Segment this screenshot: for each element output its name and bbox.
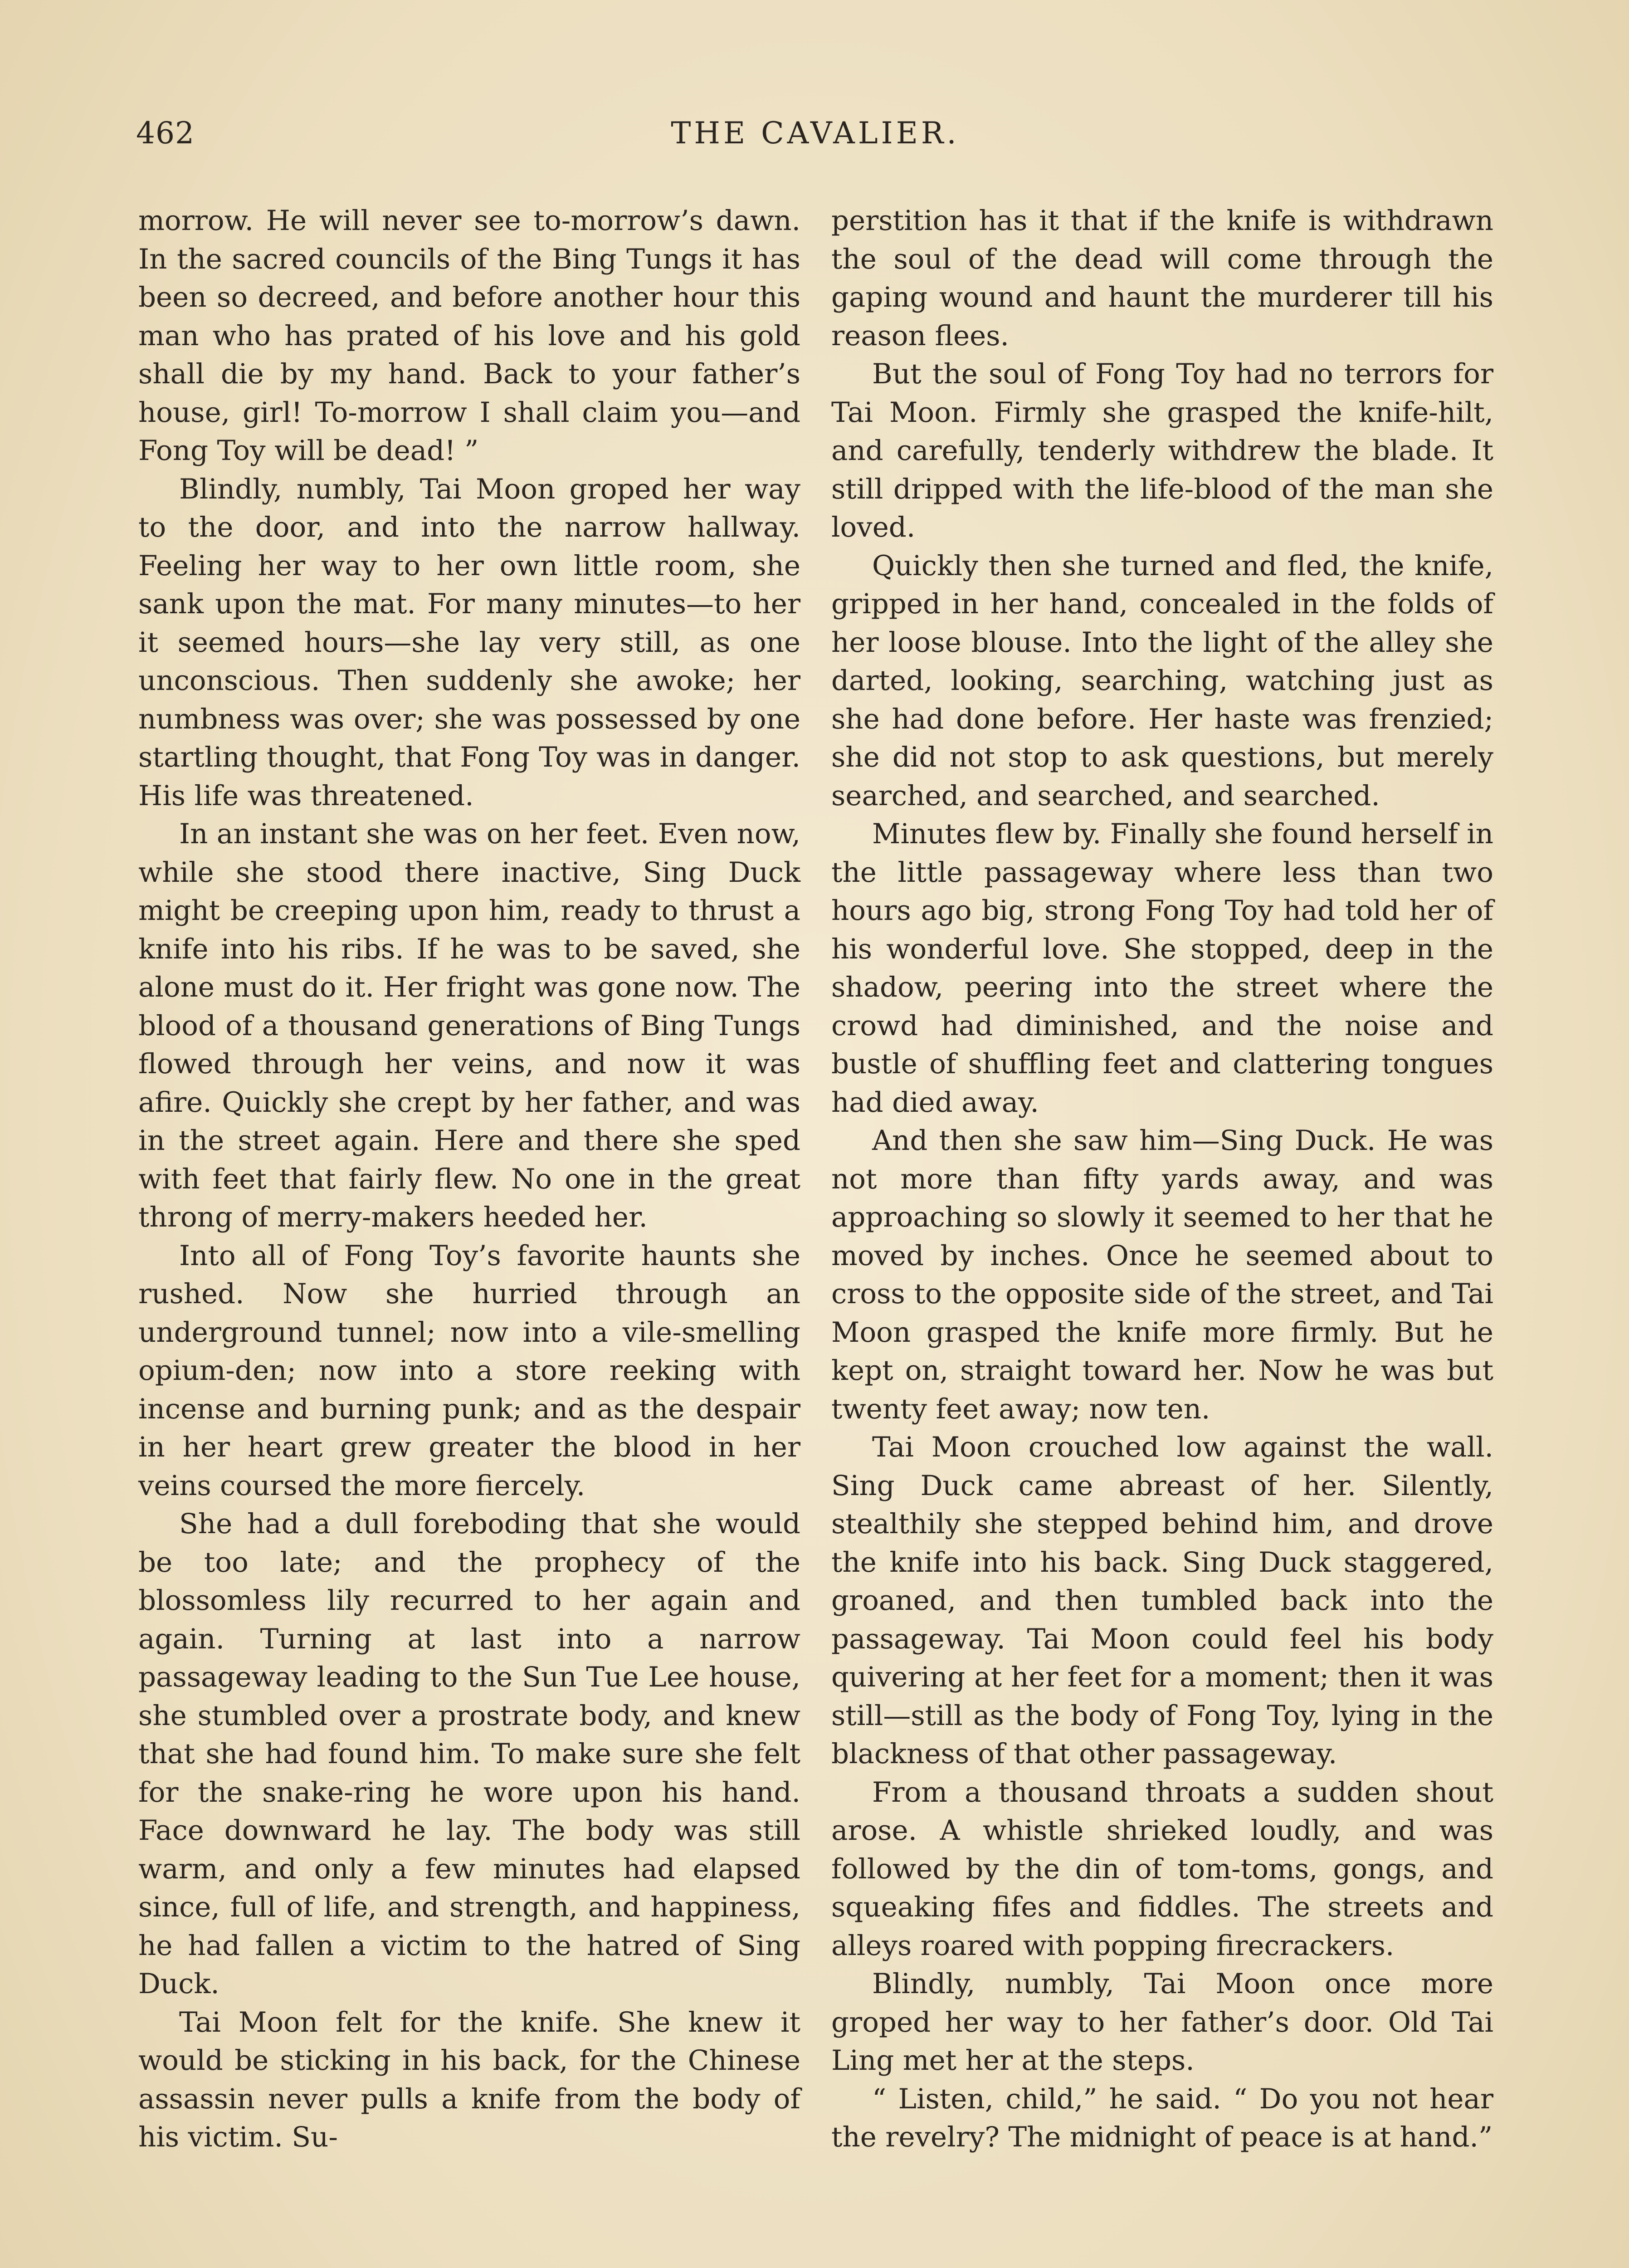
paragraph: In an instant she was on her feet. Even now, while she stood there inactive, Sing Duck might be creeping upon him, ready to thrust a knife into his ribs. If he was to be saved, she alone must do it. Her fright was gone now. The blood of a thousand generations of Bing Tungs flowed through her veins, and now it was afire. Quickly she crept by her father, and was in the street again. Here and there she sped with feet that fairly flew. No one in the great throng of merry-makers heeded her. [138,818,800,1233]
paragraph: Blindly, numbly, Tai Moon once more groped her way to her father’s door. Old Tai Ling met her at the steps. [831,1968,1493,2077]
paragraph: Quickly then she turned and fled, the knife, gripped in her hand, concealed in the folds of her loose blouse. Into the light of the alley she darted, looking, searching, watching just as she had done before. Her haste was frenzied; she did not stop to ask questions, but merely searched, and searched, and searched. [831,549,1493,812]
paragraph: morrow. He will never see to-morrow’s dawn. In the sacred councils of the Bing Tungs it has been so decreed, and before another hour this man who has prated of his love and his gold shall die by my hand. Back to your father’s house, girl! To-morrow I shall claim you—and Fong Toy will be dead! ” [138,205,800,467]
paragraph: She had a dull foreboding that she would be too late; and the prophecy of the blossomless lily recurred to her again and again. Turning at last into a narrow passageway leading to the Sun Tue Lee house, she stumbled over a prostrate body, and knew that she had found him. To make sure she felt for the snake-ring he wore upon his hand. Face downward he lay. The body was still warm, and only a few minutes had elapsed since, full of life, and strength, and happiness, he had fallen a victim to the hatred of Sing Duck. [138,1508,800,2000]
running-head: THE CAVALIER. [671,116,960,151]
paragraph: “ Listen, child,” he said. “ Do you not hear the revelry? The midnight of peace is at hand.” [831,2082,1493,2153]
paragraph: Minutes flew by. Finally she found herself in the little passageway where less than two hours ago big, strong Fong Toy had told her of his wonderful love. She stopped, deep in the shadow, peering into the street where the crowd had diminished, and the noise and bustle of shuffling feet and clattering tongues had died away. [831,818,1493,1119]
paragraph: From a thousand throats a sudden shout arose. A whistle shrieked loudly, and was followed by the din of tom-toms, gongs, and squeaking fifes and fiddles. The streets and alleys roared with popping firecrackers. [831,1776,1493,1962]
paragraph: perstition has it that if the knife is withdrawn the soul of the dead will come through the gaping wound and haunt the murderer till his reason flees. [831,205,1493,352]
paragraph: Into all of Fong Toy’s favorite haunts she rushed. Now she hurried through an underground tunnel; now into a vile-smelling opium-den; now into a store reeking with incense and burning punk; and as the despair in her heart grew greater the blood in her veins coursed the more fiercely. [138,1239,800,1502]
page-number: 462 [136,116,195,151]
right-column [831,202,1493,2157]
paragraph: Tai Moon crouched low against the wall. Sing Duck came abreast of her. Silently, stealthily she stepped behind him, and drove the knife into his back. Sing Duck staggered, groaned, and then tumbled back into the passageway. Tai Moon could feel his body quivering at her feet for a moment; then it was still—still as the body of Fong Toy, lying in the blackness of that other passageway. [831,1431,1493,1770]
paragraph: Blindly, numbly, Tai Moon groped her way to the door, and into the narrow hallway. Feeling her way to her own little room, she sank upon the mat. For many minutes—to her it seemed hours—she lay very still, as one unconscious. Then suddenly she awoke; her numbness was over; she was possessed by one startling thought, that Fong Toy was in danger. His life was threatened. [138,473,800,812]
paragraph: And then she saw him—Sing Duck. He was not more than fifty yards away, and was approaching so slowly it seemed to her that he moved by inches. Once he seemed about to cross to the opposite side of the street, and Tai Moon grasped the knife more firmly. But he kept on, straight toward her. Now he was but twenty feet away; now ten. [831,1124,1493,1425]
paragraph: Tai Moon felt for the knife. She knew it would be sticking in his back, for the Chinese assassin never pulls a knife from the body of his victim. Su- [138,2006,800,2153]
paragraph: But the soul of Fong Toy had no terrors for Tai Moon. Firmly she grasped the knife-hilt, and carefully, tenderly withdrew the blade. It still dripped with the life-blood of the man she loved. [831,358,1493,543]
page-header [136,116,1494,166]
left-column [138,202,800,2157]
